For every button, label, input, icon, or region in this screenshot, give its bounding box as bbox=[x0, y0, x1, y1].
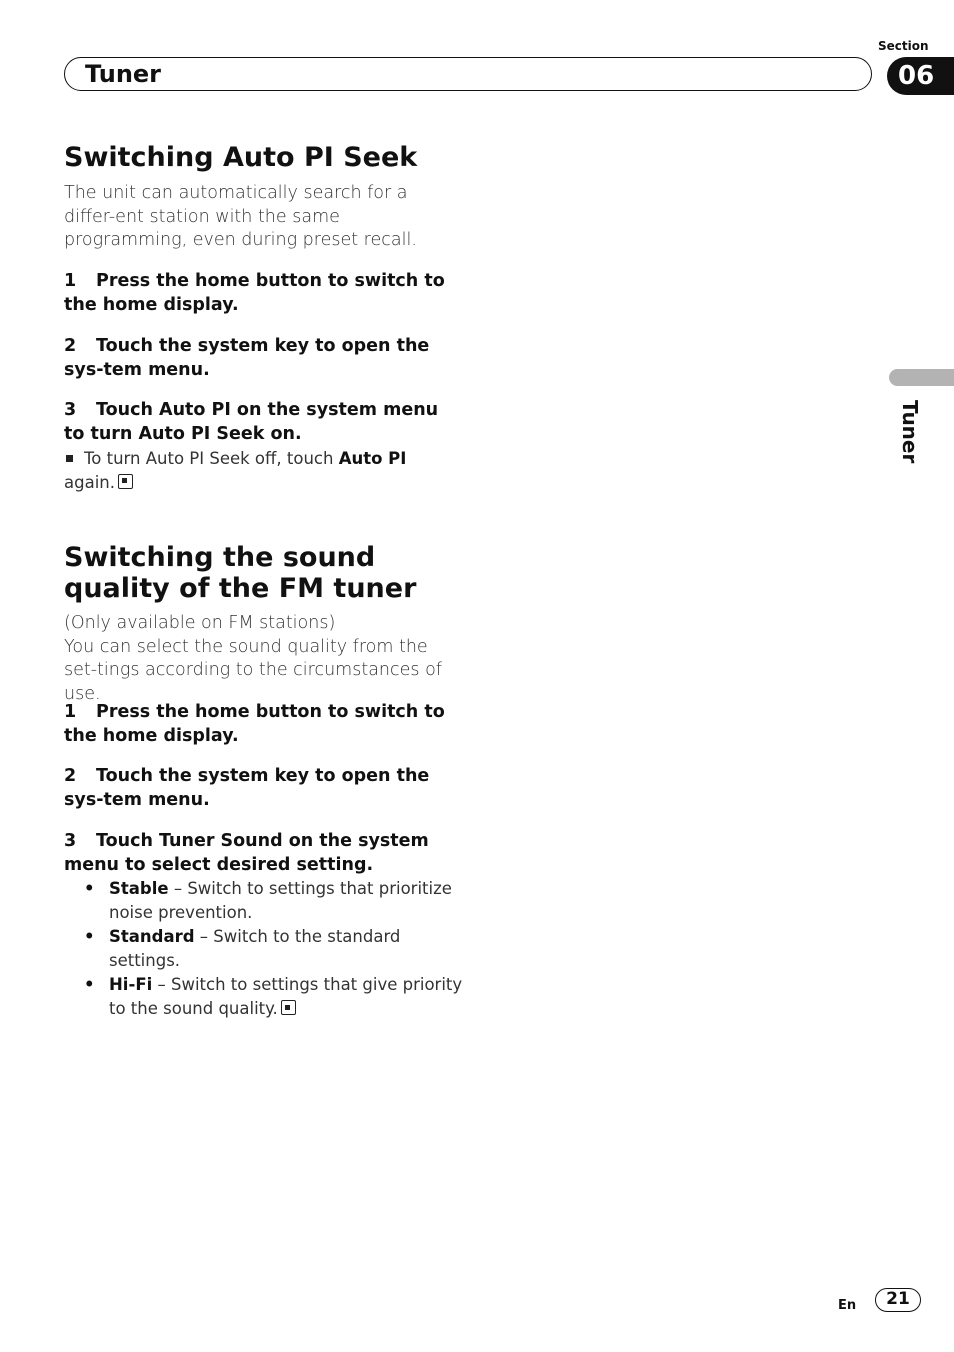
page-number: 21 bbox=[875, 1288, 921, 1312]
step-number: 1 bbox=[64, 702, 77, 722]
end-mark-icon bbox=[281, 1000, 296, 1015]
option-list bbox=[84, 877, 464, 1021]
section-heading-sound-quality bbox=[64, 542, 464, 604]
end-mark-icon bbox=[118, 474, 133, 489]
square-bullet-icon bbox=[66, 455, 73, 462]
list-item bbox=[84, 925, 464, 973]
step-number: 3 bbox=[64, 400, 77, 420]
option-desc: – Switch to the standard settings. bbox=[109, 927, 401, 970]
intro-line: (Only available on FM stations) bbox=[64, 613, 336, 633]
bullet-dot-icon: • bbox=[84, 879, 95, 898]
step-text: Press the home button to switch to the home display. bbox=[64, 271, 445, 315]
bullet-dot-icon: • bbox=[84, 927, 95, 946]
step-text: Touch the system key to open the sys-tem menu. bbox=[64, 336, 430, 380]
section-number-badge: 06 bbox=[887, 57, 954, 95]
note-suffix: again. bbox=[64, 472, 115, 492]
step-item bbox=[64, 829, 454, 877]
step-text: Press the home button to switch to the home display. bbox=[64, 702, 445, 746]
option-label: Stable bbox=[109, 879, 169, 898]
side-tab-label: Tuner bbox=[898, 400, 922, 464]
intro-line: You can select the sound quality from the set-tings according to the circumstances of use. bbox=[64, 636, 442, 705]
step-item bbox=[64, 398, 454, 446]
note-prefix: To turn Auto PI Seek off, touch bbox=[84, 449, 334, 468]
bullet-dot-icon: • bbox=[84, 975, 95, 994]
heading-line: Switching the sound bbox=[64, 542, 376, 573]
step-item bbox=[64, 700, 454, 748]
step-text: Touch the system key to open the sys-tem menu. bbox=[64, 766, 430, 810]
step-item bbox=[64, 334, 454, 382]
list-item bbox=[84, 973, 464, 1021]
option-label: Standard bbox=[109, 927, 195, 946]
step-item bbox=[64, 764, 454, 812]
side-tab-marker bbox=[889, 369, 954, 386]
section-heading-auto-pi: Switching Auto PI Seek bbox=[64, 142, 418, 173]
chapter-title: Tuner bbox=[85, 60, 162, 88]
step-number: 3 bbox=[64, 831, 77, 851]
step-text: Touch Tuner Sound on the system menu to select desired setting. bbox=[64, 831, 429, 875]
option-label: Hi-Fi bbox=[109, 975, 153, 994]
step-number: 2 bbox=[64, 336, 77, 356]
option-desc: – Switch to settings that prioritize noise prevention. bbox=[109, 879, 452, 922]
section-label: Section bbox=[878, 39, 929, 53]
chapter-header bbox=[64, 57, 872, 91]
step-text: Touch Auto PI on the system menu to turn Auto PI Seek on. bbox=[64, 400, 439, 444]
note bbox=[64, 447, 454, 494]
section-intro-sound-quality bbox=[64, 612, 449, 707]
heading-line: quality of the FM tuner bbox=[64, 573, 417, 604]
step-number: 2 bbox=[64, 766, 77, 786]
option-desc: – Switch to settings that give priority to the sound quality. bbox=[109, 975, 463, 1018]
list-item bbox=[84, 877, 464, 925]
section-intro-auto-pi: The unit can automatically search for a differ-ent station with the same programming, even during preset recall. bbox=[64, 183, 417, 251]
step-item bbox=[64, 269, 454, 317]
step-number: 1 bbox=[64, 271, 77, 291]
note-bold: Auto PI bbox=[338, 449, 407, 468]
footer-language: En bbox=[838, 1298, 857, 1313]
